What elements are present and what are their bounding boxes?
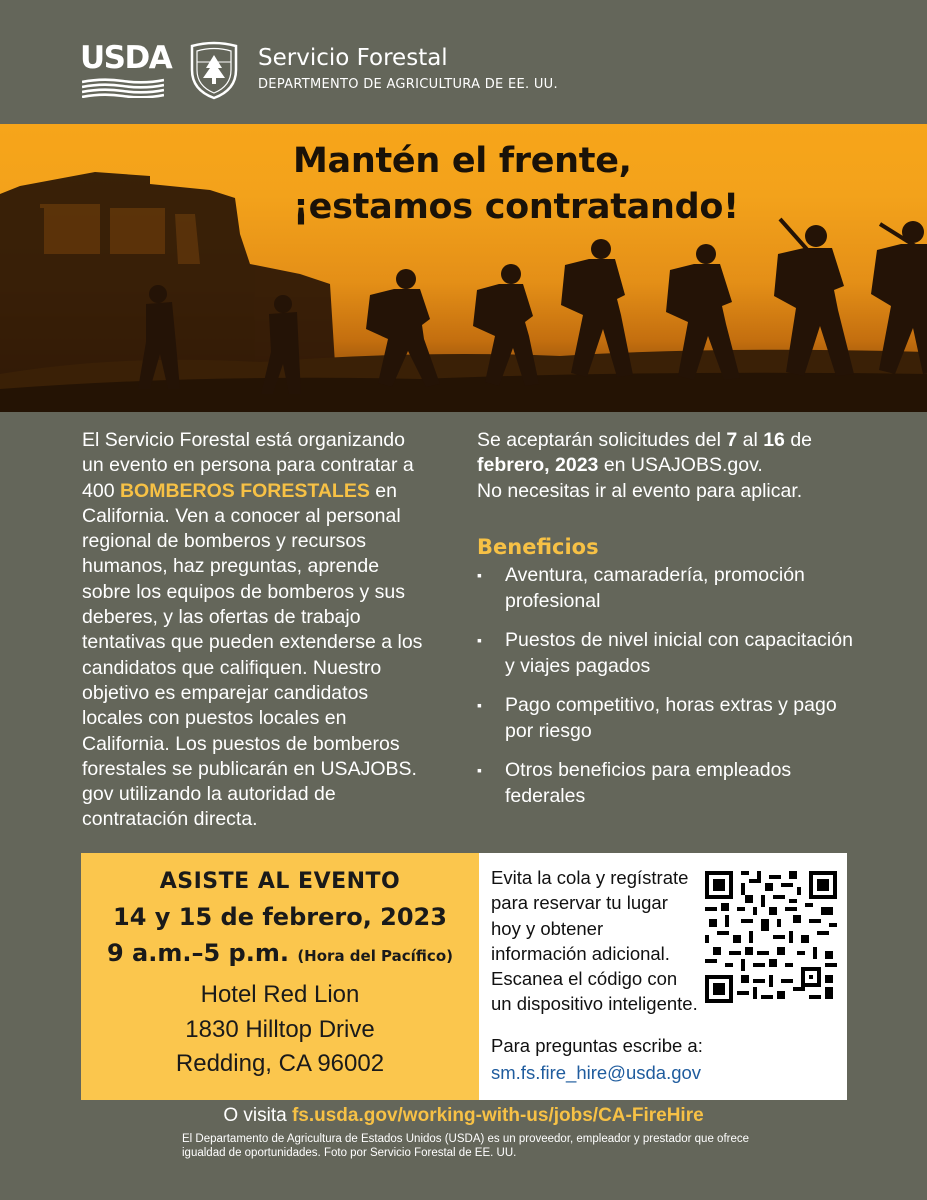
applications-text: Se aceptarán solicitudes del xyxy=(477,429,727,451)
applications-text: al xyxy=(737,429,764,451)
visit-url-link[interactable]: fs.usda.gov/working-with-us/jobs/CA-FireHire xyxy=(291,1105,704,1126)
intro-text-part2: en California. Ven a conocer al personal regional de bomberos y recursos humanos, haz preguntas, aprende sobre los equipos de bomberos y sus deberes, y las ofertas de trabajo tentativas que pueden extenderse a los candidatos que califiquen. Nuestro objetivo es emparejar candidatos locales con puestos locales en California. Los puestos de bomberos forestales se publicarán en USAJOBS. gov utilizando la autoridad de contratación directa. xyxy=(82,479,423,831)
event-timezone: (Hora del Pacífico) xyxy=(297,947,453,965)
event-time xyxy=(81,939,479,967)
benefit-text: Puestos de nivel inicial con capacitación y viajes pagados xyxy=(505,629,853,677)
bullet-icon: ▪ xyxy=(477,697,482,713)
bullet-icon: ▪ xyxy=(477,762,482,778)
benefits-title: Beneficios xyxy=(477,535,599,559)
forest-service-shield-icon[interactable] xyxy=(188,40,240,100)
bullet-icon: ▪ xyxy=(477,567,482,583)
applications-line1 xyxy=(477,428,857,479)
header xyxy=(0,0,927,124)
applications-text: en USAJOBS.gov. xyxy=(598,454,763,477)
event-details-box xyxy=(81,853,479,1100)
intro-text-part1: El Servicio Forestal está organizando un evento en persona para contratar a 400 xyxy=(82,429,414,502)
event-city: Redding, CA 96002 xyxy=(175,1050,385,1077)
benefit-text: Aventura, camaradería, promoción profesional xyxy=(505,564,805,612)
benefit-text: Pago competitivo, horas extras y pago por riesgo xyxy=(505,694,837,742)
disclaimer-text: El Departamento de Agricultura de Estados Unidos (USDA) es un proveedor, empleador y prestador que ofrece igualdad de oportunidades. Foto por Servicio Forestal de EE. UU. xyxy=(182,1133,750,1159)
hero-banner xyxy=(0,124,927,412)
event-hours: 9 a.m.–5 p.m. xyxy=(107,939,289,967)
benefit-text: Otros beneficios para empleados federales xyxy=(505,759,792,807)
benefit-item xyxy=(477,758,867,809)
bullet-icon: ▪ xyxy=(477,632,482,648)
intro-highlight: BOMBEROS FORESTALES xyxy=(119,479,370,502)
hero-headline xyxy=(293,138,739,230)
benefit-item xyxy=(477,693,867,744)
benefits-list xyxy=(477,563,867,823)
event-venue: Hotel Red Lion xyxy=(200,981,360,1008)
applications-line2: No necesitas ir al evento para aplicar. xyxy=(477,479,803,502)
questions-label: Para preguntas escribe a: xyxy=(491,1035,703,1056)
application-month: febrero, 2023 xyxy=(477,454,599,477)
hero-headline-line2: ¡estamos contratando! xyxy=(293,187,739,227)
benefit-item xyxy=(477,628,867,679)
event-date: 14 y 15 de febrero, 2023 xyxy=(113,903,447,931)
register-text: Evita la cola y regístrate para reservar tu lugar hoy y obtener información adicional. Escanea el código con un dispositivo inteligente. xyxy=(491,867,698,1015)
usda-hills-icon xyxy=(82,78,164,98)
end-day: 16 xyxy=(763,429,785,451)
usda-logo[interactable] xyxy=(80,40,172,100)
intro-paragraph xyxy=(82,428,432,833)
qr-code-icon[interactable] xyxy=(705,871,837,1003)
applications-info xyxy=(477,428,857,504)
usda-logo-text: USDA xyxy=(80,40,172,76)
org-name: Servicio Forestal xyxy=(258,45,448,71)
org-department: DEPARTMENTO DE AGRICULTURA DE EE. UU. xyxy=(258,77,558,92)
contact-email-link[interactable]: sm.fs.fire_hire@usda.gov xyxy=(491,1062,702,1083)
hero-headline-line1: Mantén el frente, xyxy=(293,141,632,181)
visit-prefix: O visita xyxy=(223,1105,292,1126)
benefit-item xyxy=(477,563,867,614)
event-title: ASISTE AL EVENTO xyxy=(159,869,401,894)
applications-text: de xyxy=(784,429,813,451)
event-street: 1830 Hilltop Drive xyxy=(185,1016,375,1043)
start-day: 7 xyxy=(726,429,738,451)
visit-line xyxy=(0,1105,927,1127)
register-box xyxy=(479,853,847,1100)
